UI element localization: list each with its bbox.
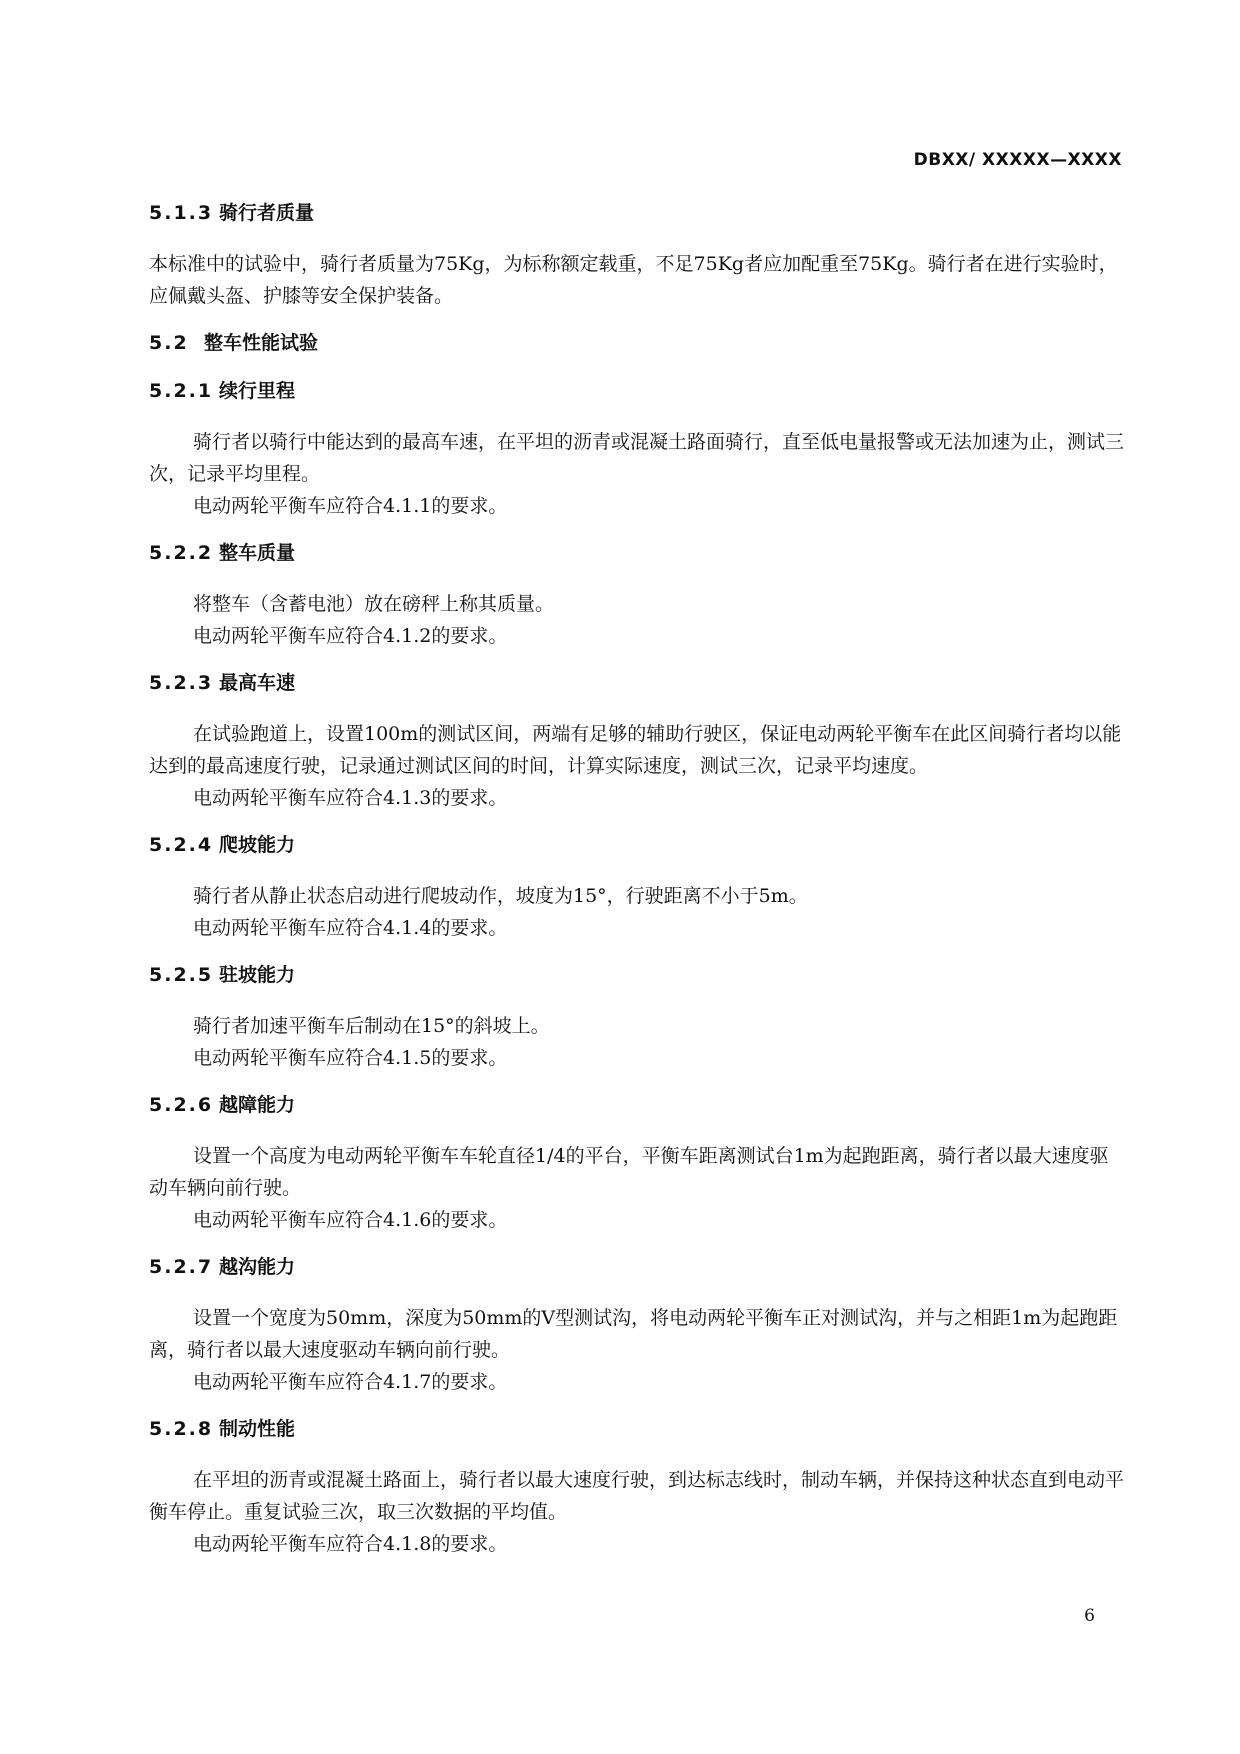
- section-5-1-3: [149, 200, 1124, 312]
- section-heading: [149, 1254, 1124, 1280]
- section-title: 驻坡能力: [219, 964, 296, 986]
- paragraph: 本标准中的试验中，骑行者质量为75Kg，为标称额定载重，不足75Kg者应加配重至75Kg。骑行者在进行实验时，应佩戴头盔、护膝等安全保护装备。: [149, 253, 1118, 307]
- section-5-2-1: [149, 378, 1124, 522]
- requirement-line: 电动两轮平衡车应符合4.1.8的要求。: [193, 1533, 508, 1555]
- requirement-line: 电动两轮平衡车应符合4.1.1的要求。: [193, 495, 508, 517]
- section-title: 续行里程: [219, 380, 296, 402]
- paragraph: 骑行者从静止状态启动进行爬坡动作，坡度为15°，行驶距离不小于5m。: [193, 885, 808, 907]
- section-title: 整车性能试验: [204, 332, 319, 354]
- section-5-2-3: [149, 670, 1124, 814]
- section-number: 5.2.7: [149, 1256, 214, 1278]
- section-heading: [149, 378, 1124, 404]
- section-heading: [149, 962, 1124, 988]
- paragraph: 将整车（含蓄电池）放在磅秤上称其质量。: [193, 593, 555, 615]
- section-5-2-4: [149, 832, 1124, 944]
- section-title: 骑行者质量: [219, 202, 315, 224]
- requirement-line: 电动两轮平衡车应符合4.1.7的要求。: [193, 1371, 508, 1393]
- paragraph: 骑行者加速平衡车后制动在15°的斜坡上。: [193, 1015, 550, 1037]
- paragraph: 骑行者以骑行中能达到的最高车速，在平坦的沥青或混凝土路面骑行，直至低电量报警或无法加速为止，测试三次，记录平均里程。: [149, 431, 1125, 485]
- section-title: 越障能力: [219, 1094, 296, 1116]
- section-5-2-5: [149, 962, 1124, 1074]
- paragraph: 设置一个宽度为50mm，深度为50mm的V型测试沟，将电动两轮平衡车正对测试沟，并与之相距1m为起跑距离，骑行者以最大速度驱动车辆向前行驶。: [149, 1307, 1118, 1361]
- paragraph: 设置一个高度为电动两轮平衡车车轮直径1/4的平台，平衡车距离测试台1m为起跑距离，骑行者以最大速度驱动车辆向前行驶。: [149, 1145, 1109, 1199]
- section-heading: [149, 670, 1124, 696]
- section-5-2-2: [149, 540, 1124, 652]
- paragraph: 在平坦的沥青或混凝土路面上，骑行者以最大速度行驶，到达标志线时，制动车辆，并保持这种状态直到电动平衡车停止。重复试验三次，取三次数据的平均值。: [149, 1469, 1125, 1523]
- section-number: 5.2.1: [149, 380, 214, 402]
- section-number: 5.2.8: [149, 1418, 214, 1440]
- paragraph: 在试验跑道上，设置100m的测试区间，两端有足够的辅助行驶区，保证电动两轮平衡车在此区间骑行者均以能达到的最高速度行驶，记录通过测试区间的时间，计算实际速度，测试三次，记录平均速度。: [149, 723, 1122, 777]
- requirement-line: 电动两轮平衡车应符合4.1.3的要求。: [193, 787, 508, 809]
- requirement-line: 电动两轮平衡车应符合4.1.5的要求。: [193, 1047, 508, 1069]
- section-title: 爬坡能力: [219, 834, 296, 856]
- requirement-line: 电动两轮平衡车应符合4.1.2的要求。: [193, 625, 508, 647]
- section-heading: [149, 200, 1124, 226]
- section-5-2-7: [149, 1254, 1124, 1398]
- requirement-line: 电动两轮平衡车应符合4.1.6的要求。: [193, 1209, 508, 1231]
- section-5-2: [149, 330, 1124, 356]
- section-number: 5.2.6: [149, 1094, 214, 1116]
- section-number: 5.2: [149, 332, 189, 354]
- page-number: 6: [1084, 1606, 1095, 1626]
- document-body: [149, 200, 1124, 1578]
- document-code: DBXX/ XXXXX—XXXX: [913, 150, 1122, 170]
- section-title: 整车质量: [219, 542, 296, 564]
- section-number: 5.2.3: [149, 672, 214, 694]
- section-number: 5.1.3: [149, 202, 214, 224]
- section-number: 5.2.2: [149, 542, 214, 564]
- section-heading: [149, 1092, 1124, 1118]
- section-heading: [149, 540, 1124, 566]
- section-heading: [149, 1416, 1124, 1442]
- section-title: 越沟能力: [219, 1256, 296, 1278]
- requirement-line: 电动两轮平衡车应符合4.1.4的要求。: [193, 917, 508, 939]
- section-5-2-8: [149, 1416, 1124, 1560]
- section-number: 5.2.4: [149, 834, 214, 856]
- section-number: 5.2.5: [149, 964, 214, 986]
- section-title: 制动性能: [219, 1418, 296, 1440]
- section-5-2-6: [149, 1092, 1124, 1236]
- section-heading: [149, 330, 1124, 356]
- section-heading: [149, 832, 1124, 858]
- section-title: 最高车速: [219, 672, 296, 694]
